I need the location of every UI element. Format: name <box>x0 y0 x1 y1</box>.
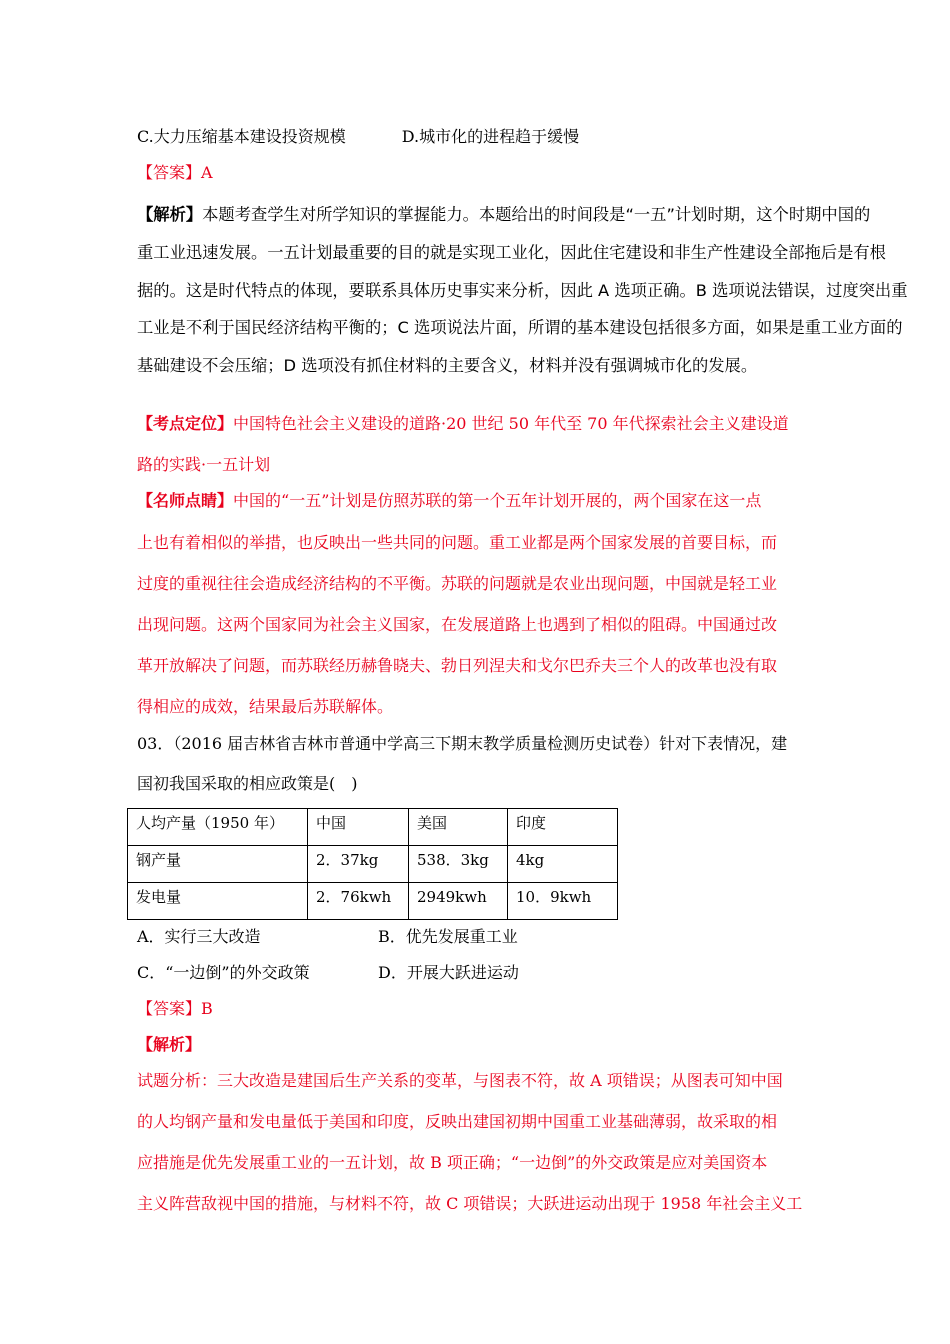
q3-analysis-line-3: 应措施是优先发展重工业的一五计划，故 B 项正确；“一边倒”的外交政策是应对美国资本 <box>137 1153 768 1172</box>
q2-kaodian-label: 【考点定位】 <box>137 414 234 433</box>
table-cell: 钢产量 <box>128 846 308 883</box>
q2-mingshi-line-3: 过度的重视往往会造成经济结构的不平衡。苏联的问题就是农业出现问题，中国就是轻工业 <box>137 574 778 593</box>
table-cell: 发电量 <box>128 883 308 920</box>
table-cell: 2949kwh <box>409 883 508 920</box>
table-cell: 538．3kg <box>409 846 508 883</box>
q2-kaodian-line-1: 【考点定位】中国特色社会主义建设的道路·20 世纪 50 年代至 70 年代探索社会主义建设道 <box>137 414 789 433</box>
q3-analysis-line-4: 主义阵营敌视中国的措施，与材料不符，故 C 项错误；大跃进运动出现于 1958 年社会主义工 <box>137 1194 803 1213</box>
q2-analysis-line-3: 据的。这是时代特点的体现，要联系具体历史事实来分析，因此 A 选项正确。B 选项说法错误，过度突出重 <box>137 281 908 300</box>
q2-analysis-line-5: 基础建设不会压缩；D 选项没有抓住材料的主要含义，材料并没有强调城市化的发展。 <box>137 356 758 375</box>
q2-mingshi-line-1: 【名师点睛】中国的“一五”计划是仿照苏联的第一个五年计划开展的，两个国家在这一点 <box>137 491 762 510</box>
q3-stem-line-1: 03．（2016 届吉林省吉林市普通中学高三下期末教学质量检测历史试卷）针对下表情况，建 <box>137 734 788 753</box>
table-cell: 10．9kwh <box>508 883 618 920</box>
table-header-row <box>128 809 618 846</box>
q2-mingshi-line-2: 上也有着相似的举措，也反映出一些共同的问题。重工业都是两个国家发展的首要目标，而 <box>137 533 778 552</box>
q2-mingshi-line-4: 出现问题。这两个国家同为社会主义国家，在发展道路上也遇到了相似的阻碍。中国通过改 <box>137 615 778 634</box>
table-cell: 2．37kg <box>308 846 409 883</box>
table-cell: 4kg <box>508 846 618 883</box>
q2-answer-label: 【答案】 <box>137 163 202 182</box>
q3-answer-value: B <box>201 999 213 1018</box>
q2-answer <box>137 162 213 184</box>
table-cell: 2．76kwh <box>308 883 409 920</box>
q3-data-table <box>127 808 618 920</box>
q2-kaodian-line-2: 路的实践·一五计划 <box>137 455 271 474</box>
q2-analysis-line-4: 工业是不利于国民经济结构平衡的；C 选项说法片面，所谓的基本建设包括很多方面，如果是重工业方面的 <box>137 318 903 337</box>
q2-analysis-line-1: 【解析】本题考查学生对所学知识的掌握能力。本题给出的时间段是“一五”计划时期，这个时期中国的 <box>137 205 871 224</box>
q3-stem-line-2: 国初我国采取的相应政策是( ) <box>137 774 358 793</box>
q3-option-d: D．开展大跃进运动 <box>378 963 519 982</box>
table-header-cell: 人均产量（1950 年） <box>128 809 308 846</box>
q3-analysis-label: 【解析】 <box>137 1035 202 1054</box>
q3-option-c: C．“一边倒”的外交政策 <box>137 963 310 982</box>
q3-answer-label: 【答案】 <box>137 999 202 1018</box>
table-header-cell: 中国 <box>308 809 409 846</box>
q3-option-a: A．实行三大改造 <box>137 927 261 946</box>
q3-analysis-line-2: 的人均钢产量和发电量低于美国和印度，反映出建国初期中国重工业基础薄弱，故采取的相 <box>137 1112 778 1131</box>
q2-option-d: D.城市化的进程趋于缓慢 <box>401 127 580 146</box>
q3-answer <box>137 998 213 1020</box>
q2-mingshi-label: 【名师点睛】 <box>137 491 234 510</box>
q2-mingshi-line-6: 得相应的成效，结果最后苏联解体。 <box>137 697 394 716</box>
q2-analysis-line-2: 重工业迅速发展。一五计划最重要的目的就是实现工业化，因此住宅建设和非生产性建设全部拖后是有根 <box>137 243 886 262</box>
table-header-cell: 美国 <box>409 809 508 846</box>
q2-mingshi-line-5: 革开放解决了问题，而苏联经历赫鲁晓夫、勃日列涅夫和戈尔巴乔夫三个人的改革也没有取 <box>137 656 778 675</box>
q2-answer-value: A <box>201 163 213 182</box>
table-row <box>128 883 618 920</box>
q2-option-c: C.大力压缩基本建设投资规模 <box>137 127 346 146</box>
q2-analysis-label: 【解析】 <box>137 205 203 224</box>
q3-option-b: B．优先发展重工业 <box>378 927 518 946</box>
table-row <box>128 846 618 883</box>
table-header-cell: 印度 <box>508 809 618 846</box>
q2-options-cd <box>137 126 579 148</box>
q3-analysis-line-1: 试题分析：三大改造是建国后生产关系的变革，与图表不符，故 A 项错误；从图表可知中国 <box>137 1071 783 1090</box>
